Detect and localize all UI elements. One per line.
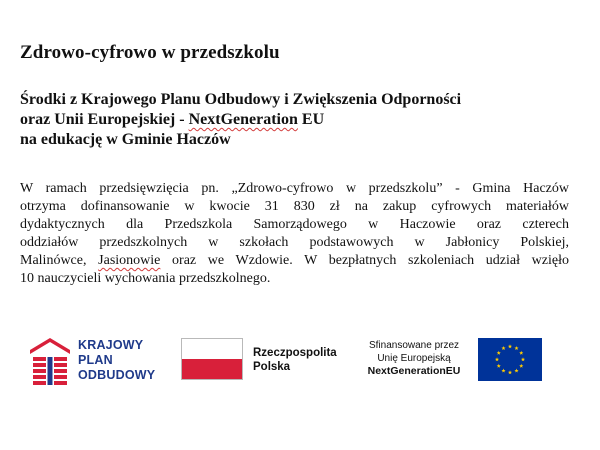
- polish-flag-icon: [181, 338, 243, 380]
- paragraph-line: otrzyma dofinansowanie w kwocie 31 830 zł na zakup cyfrowych materiałów: [20, 199, 569, 214]
- eu-star-icon: [521, 357, 525, 361]
- eu-flag-icon: [478, 338, 542, 381]
- eu-star-icon: [508, 370, 512, 374]
- spellcheck-word: Jasionowie: [98, 253, 161, 268]
- paragraph-line: 10 nauczycieli wychowania przedszkolnego.: [20, 271, 271, 286]
- eu-star-icon: [497, 364, 501, 368]
- rp-logo-text: [253, 346, 337, 374]
- eu-star-icon: [501, 346, 505, 350]
- eu-star-icon: [501, 369, 505, 373]
- subtitle-text: EU: [297, 111, 325, 128]
- eu-star-icon: [497, 351, 501, 355]
- paragraph-text: oraz we Wzdowie. W bezpłatnych szkoleniach udział wzięło: [160, 253, 569, 268]
- eu-funding-line: Sfinansowane przez: [368, 340, 460, 351]
- subtitle-line: [20, 110, 580, 130]
- paragraph-line: [20, 252, 569, 270]
- document-subtitle: [20, 90, 580, 150]
- kpo-logo-line: PLAN: [78, 353, 113, 367]
- paragraph-line: dydaktycznych dla Przedszkola Samorządowego w Haczowie oraz czterech: [20, 217, 569, 232]
- spellcheck-word: NextGeneration: [188, 111, 298, 128]
- eu-funding-line: Unię Europejską: [377, 352, 451, 364]
- kpo-emblem-icon: [28, 336, 72, 386]
- eu-star-icon: [514, 369, 518, 373]
- paragraph-line: W ramach przedsięwzięcia pn. „Zdrowo-cyfrowo w przedszkolu” - Gmina Haczów: [20, 181, 569, 196]
- paragraph-line: oddziałów przedszkolnych w szkołach podstawowych w Jabłonicy Polskiej,: [20, 235, 569, 250]
- rp-logo-line: Rzeczpospolita: [253, 347, 337, 359]
- eu-star-icon: [519, 351, 523, 355]
- body-paragraph: [20, 180, 569, 288]
- eu-star-icon: [508, 344, 512, 348]
- funding-logos: [0, 330, 600, 390]
- kpo-logo-line: KRAJOWY: [78, 338, 144, 352]
- eu-funding-line: NextGenerationEU: [367, 365, 461, 377]
- eu-funding-text: [358, 340, 470, 378]
- document-title: Zdrowo-cyfrowo w przedszkolu: [20, 42, 280, 63]
- kpo-logo-line: ODBUDOWY: [78, 368, 156, 382]
- kpo-logo-text: [78, 338, 155, 383]
- subtitle-text: oraz Unii Europejskiej -: [20, 111, 189, 128]
- eu-star-icon: [495, 357, 499, 361]
- subtitle-line: Środki z Krajowego Planu Odbudowy i Zwiększenia Odporności: [20, 91, 462, 108]
- paragraph-text: Malinówce,: [20, 253, 99, 268]
- eu-star-icon: [514, 346, 518, 350]
- rp-logo-line: Polska: [253, 361, 291, 373]
- subtitle-line: na edukację w Gminie Haczów: [20, 131, 231, 148]
- kpo-logo: [28, 336, 168, 386]
- eu-star-icon: [519, 364, 523, 368]
